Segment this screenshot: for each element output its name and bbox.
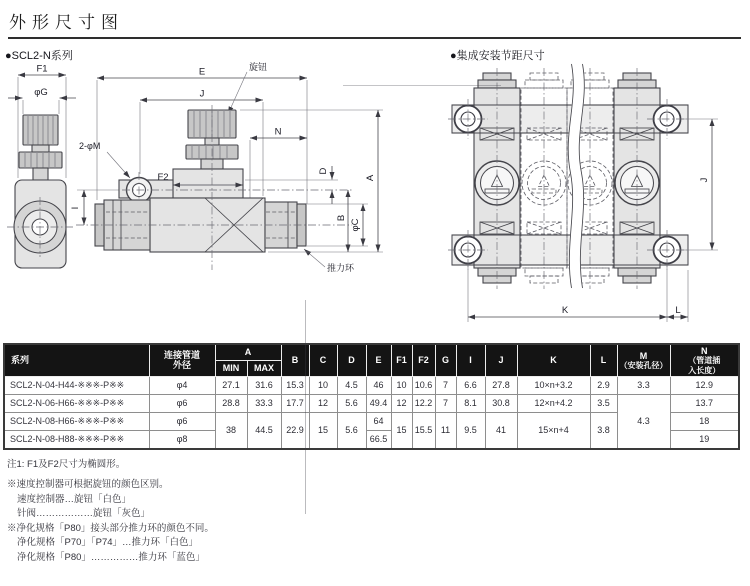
manifold-unit-4 [614, 68, 660, 289]
table-row [4, 376, 739, 394]
dim-label-n: N [274, 126, 282, 138]
dim-label-f2: F2 [157, 172, 169, 183]
dim-label-c: φC [350, 218, 361, 232]
cell-od: φ6 [149, 394, 215, 412]
col-header-series: 系列 [4, 344, 149, 376]
cell-d: 5.6 [337, 412, 366, 449]
section-heading-scl2n: ●SCL2-N系列 [5, 50, 73, 62]
col-header-a-max: MAX [247, 360, 281, 376]
dim-label-j2: J [699, 177, 710, 183]
dim-label-b: B [336, 214, 347, 222]
cell-n: 19 [670, 430, 739, 449]
cell-od: φ6 [149, 412, 215, 430]
col-header-a: A [215, 344, 281, 360]
table-note: 注1: F1及F2尺寸为椭圆形。 [7, 459, 126, 470]
cell-f2: 10.6 [412, 376, 435, 394]
cell-l: 2.9 [590, 376, 617, 394]
note-line: 速度控制器…旋钮「白色」 [17, 493, 132, 505]
cell-l: 3.8 [590, 412, 617, 449]
col-header-n [670, 344, 739, 376]
page-title: 外形尺寸图 [9, 13, 124, 33]
dim-label-g: φG [34, 87, 48, 98]
cell-series: SCL2-N-06-H66-※※※-P※※ [4, 394, 149, 412]
cell-j: 30.8 [485, 394, 517, 412]
scan-artifact-line [305, 300, 306, 514]
cell-g: 7 [435, 376, 456, 394]
dim-label-d: D [318, 167, 329, 175]
cell-a-min: 38 [215, 412, 247, 449]
cell-i: 9.5 [456, 412, 485, 449]
cell-c: 15 [309, 412, 337, 449]
col-header-j: J [485, 344, 517, 376]
col-header-g: G [435, 344, 456, 376]
note-line: 净化规格「P80」……………推力环「蓝色」 [17, 551, 205, 563]
cell-k: 12×n+4.2 [517, 394, 590, 412]
col-header-pipe-od-line2: 外径 [172, 360, 191, 371]
col-header-e: E [366, 344, 391, 376]
cell-c: 10 [309, 376, 337, 394]
front-view [76, 61, 383, 273]
col-header-l: L [590, 344, 617, 376]
cell-b: 15.3 [281, 376, 309, 394]
cell-a-min: 28.8 [215, 394, 247, 412]
col-header-pipe-od [149, 344, 215, 376]
col-header-m [617, 344, 670, 376]
cell-j: 41 [485, 412, 517, 449]
dim-label-l: L [675, 305, 681, 316]
cell-l: 3.5 [590, 394, 617, 412]
col-header-c: C [309, 344, 337, 376]
cell-d: 5.6 [337, 394, 366, 412]
cell-a-max: 44.5 [247, 412, 281, 449]
cell-f1: 10 [391, 376, 412, 394]
dimension-drawing-scl2n [0, 58, 445, 343]
cell-k: 15×n+4 [517, 412, 590, 449]
manifold-view [448, 64, 718, 322]
col-header-f2: F2 [412, 344, 435, 376]
col-header-d: D [337, 344, 366, 376]
col-header-k: K [517, 344, 590, 376]
dim-label-i: I [70, 206, 81, 210]
col-header-i: I [456, 344, 485, 376]
cell-e: 66.5 [366, 430, 391, 449]
cell-series: SCL2-N-04-H44-※※※-P※※ [4, 376, 149, 394]
dim-label-k: K [561, 305, 569, 316]
dim-label-a: A [365, 174, 376, 182]
col-header-m-letter: M [639, 350, 648, 361]
col-header-b: B [281, 344, 309, 376]
cell-g: 11 [435, 412, 456, 449]
knob-label: 旋钮 [249, 62, 268, 72]
section-heading-manifold: ●集成安装节距尺寸 [450, 50, 545, 62]
cell-f2: 15.5 [412, 412, 435, 449]
cell-m: 3.3 [617, 376, 670, 394]
cell-f1: 15 [391, 412, 412, 449]
cell-i: 8.1 [456, 394, 485, 412]
cell-a-min: 27.1 [215, 376, 247, 394]
cell-k: 10×n+3.2 [517, 376, 590, 394]
cell-b: 22.9 [281, 412, 309, 449]
cell-g: 7 [435, 394, 456, 412]
dim-label-f1: F1 [36, 63, 48, 75]
cell-n: 12.9 [670, 376, 739, 394]
mount-hole-label: 2-φM [79, 141, 101, 151]
title-rule [8, 37, 741, 39]
dim-label-e: E [198, 66, 206, 78]
cell-j: 27.8 [485, 376, 517, 394]
dim-label-j: J [199, 88, 205, 100]
cell-f1: 12 [391, 394, 412, 412]
scan-artifact-line [343, 85, 501, 86]
cell-a-max: 31.6 [247, 376, 281, 394]
col-header-m-sub: （安装孔径） [619, 360, 668, 370]
cell-i: 6.6 [456, 376, 485, 394]
cell-od: φ8 [149, 430, 215, 449]
table-row [4, 394, 739, 412]
cell-d: 4.5 [337, 376, 366, 394]
cell-n: 13.7 [670, 394, 739, 412]
side-view [7, 64, 76, 269]
col-header-n-letter: N [701, 346, 708, 356]
cell-a-max: 33.3 [247, 394, 281, 412]
cell-f2: 12.2 [412, 394, 435, 412]
dimension-table [3, 343, 740, 450]
cell-b: 17.7 [281, 394, 309, 412]
manifold-drawing [445, 58, 750, 343]
note-line: ※速度控制器可根据旋钮的颜色区别。 [7, 479, 169, 490]
cell-n: 18 [670, 412, 739, 430]
cell-series: SCL2-N-08-H88-※※※-P※※ [4, 430, 149, 449]
col-header-n-sub: （管道插入长度） [688, 356, 721, 375]
note-line: 净化规格「P70」「P74」…推力环「白色」 [17, 537, 199, 548]
cell-c: 12 [309, 394, 337, 412]
cell-od: φ4 [149, 376, 215, 394]
col-header-a-min: MIN [215, 360, 247, 376]
thrust-ring-label: 推力环 [327, 263, 355, 273]
cell-m: 4.3 [617, 394, 670, 449]
note-line: 针阀………………旋钮「灰色」 [17, 508, 151, 519]
notes-block [7, 478, 214, 565]
note-line: ※净化规格「P80」接头部分推力环的颜色不同。 [7, 522, 214, 534]
col-header-f1: F1 [391, 344, 412, 376]
col-header-pipe-od-line1: 连接管道 [163, 350, 200, 361]
cell-series: SCL2-N-08-H66-※※※-P※※ [4, 412, 149, 430]
cell-e: 64 [366, 412, 391, 430]
cell-e: 46 [366, 376, 391, 394]
cell-e: 49.4 [366, 394, 391, 412]
